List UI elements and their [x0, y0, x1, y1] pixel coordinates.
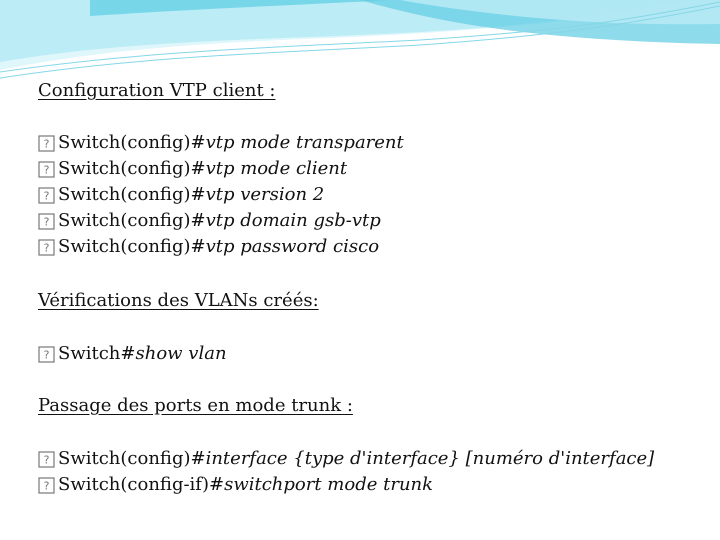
command-line: [38, 156, 404, 182]
command-text: vtp domain gsb-vtp: [205, 210, 381, 231]
command-prefix: Switch(config)#: [58, 158, 206, 179]
vtp-client-commands: [38, 130, 404, 260]
command-text: switchport mode trunk: [224, 474, 434, 495]
command-line: [38, 341, 227, 367]
command-line: [38, 130, 404, 156]
replacement-glyph-icon: [38, 451, 55, 468]
command-prefix: Switch(config)#: [58, 184, 206, 205]
replacement-glyph-icon: [38, 477, 55, 494]
replacement-glyph-icon: [38, 161, 55, 178]
svg-text:?: ?: [43, 163, 50, 176]
section-heading-vlan-verification: Vérifications des VLANs créés:: [38, 290, 319, 311]
vlan-verification-commands: [38, 341, 227, 367]
command-text: vtp mode transparent: [205, 132, 404, 153]
command-prefix: Switch(config-if)#: [58, 474, 225, 495]
section-heading-trunk-mode: Passage des ports en mode trunk :: [38, 395, 353, 416]
replacement-glyph-icon: [38, 135, 55, 152]
command-text: vtp version 2: [205, 184, 325, 205]
header-wave-decoration: [0, 0, 720, 90]
command-text: vtp password cisco: [205, 236, 380, 257]
svg-text:?: ?: [43, 453, 50, 466]
command-line: [38, 182, 404, 208]
trunk-mode-commands: [38, 446, 654, 498]
svg-text:?: ?: [43, 348, 50, 361]
command-text: interface {type d'interface} [numéro d'interface]: [205, 448, 655, 469]
svg-text:?: ?: [43, 215, 50, 228]
svg-text:?: ?: [43, 479, 50, 492]
command-prefix: Switch(config)#: [58, 132, 206, 153]
section-heading-vtp-client: Configuration VTP client :: [38, 80, 276, 101]
svg-text:?: ?: [43, 241, 50, 254]
command-prefix: Switch(config)#: [58, 236, 206, 257]
replacement-glyph-icon: [38, 213, 55, 230]
svg-text:?: ?: [43, 189, 50, 202]
command-line: [38, 446, 654, 472]
command-prefix: Switch(config)#: [58, 448, 206, 469]
replacement-glyph-icon: [38, 187, 55, 204]
command-line: [38, 234, 404, 260]
command-line: [38, 208, 404, 234]
command-prefix: Switch#: [58, 343, 136, 364]
command-line: [38, 472, 654, 498]
replacement-glyph-icon: [38, 239, 55, 256]
replacement-glyph-icon: [38, 346, 55, 363]
command-prefix: Switch(config)#: [58, 210, 206, 231]
command-text: show vlan: [135, 343, 227, 364]
command-text: vtp mode client: [205, 158, 348, 179]
svg-text:?: ?: [43, 137, 50, 150]
